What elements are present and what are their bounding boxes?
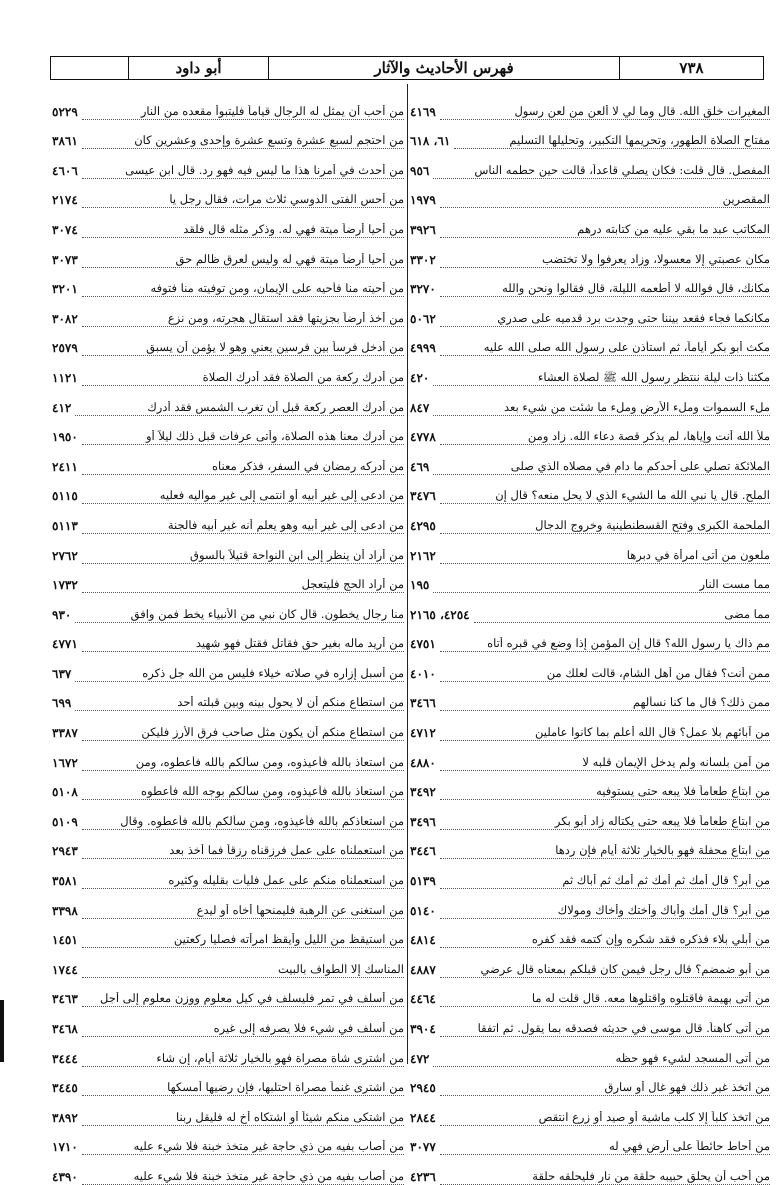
entry-text: المكاتب عبد ما بقي عليه من كتابته درهم — [440, 223, 770, 238]
entry-hadith-number: ١٩٥ — [410, 578, 430, 593]
entry-hadith-number: ٩٣٠ — [52, 607, 72, 622]
entry-text: من اتخذ كلباً إلا كلب ماشية أو صيد أو زرع انتقص — [440, 1111, 770, 1126]
entry-hadith-number: ٣٤٦٨ — [52, 1022, 78, 1036]
index-entry — [410, 682, 770, 712]
index-entry — [52, 1155, 404, 1185]
index-entry — [410, 1037, 770, 1067]
entry-text: الملائكة تصلي على أحدكم ما دام في مصلاه الذي صلى — [433, 460, 770, 475]
entry-hadith-number: ١٧٤٤ — [52, 962, 78, 977]
entry-hadith-number: ٣٤٩٢ — [410, 785, 436, 800]
index-entry — [52, 297, 404, 327]
entry-hadith-number: ٣٤٧٦ — [410, 489, 436, 504]
index-entry — [52, 711, 404, 741]
entry-text: من أسبل إزاره في صلاته خيلاء فليس من الله جل ذكره — [75, 667, 404, 682]
index-entry — [410, 859, 770, 889]
index-entry — [410, 830, 770, 860]
index-entry — [52, 830, 404, 860]
entry-text: من استطاع منكم أن يكون مثل صاحب فرق الأرز فليكن — [82, 726, 404, 741]
index-entry — [410, 327, 770, 357]
page-title: فهرس الأحاديث والآثار — [268, 57, 620, 79]
entry-text: من استطاع منكم أن لا يحول بينه وبين قبلته أحد — [75, 696, 404, 711]
index-entry — [410, 208, 770, 238]
index-entry — [52, 800, 404, 830]
entry-hadith-number: ٤٢٠ — [410, 370, 430, 385]
index-entry — [52, 445, 404, 475]
entry-text: من احتجم لسبع عشرة وتسع عشرة وإحدى وعشرين كان — [82, 134, 404, 149]
entry-hadith-number: ٣٠٧٣ — [52, 252, 78, 267]
entry-text: من أريد ماله بغير حق فقاتل فقتل فهو شهيد — [82, 637, 404, 652]
index-entry — [410, 1126, 770, 1156]
index-entry — [410, 948, 770, 978]
entry-hadith-number: ٣٨٦١ — [52, 134, 78, 149]
entry-text: مكانك، قال فوالله لا أطعمه الليلة، قال فقالوا ونحن والله — [440, 282, 770, 297]
entry-hadith-number: ٣٠٨٢ — [52, 311, 78, 326]
index-entry — [52, 919, 404, 949]
entry-hadith-number: ٤٣٩٠ — [52, 1169, 78, 1184]
entry-text: من آبائهم بلا عمل؟ قال الله أعلم بما كانوا عاملين — [440, 726, 770, 741]
entry-text: مكانكما فجاء فقعد بيننا حتى وجدت برد قدميه على صدري — [440, 312, 770, 327]
index-entry — [410, 356, 770, 386]
entry-hadith-number: ٣٠٧٧ — [410, 1140, 436, 1155]
entry-text: من أحيا أرضاً ميتة فهي له وليس لعرق ظالم حق — [82, 253, 404, 268]
entry-text: من أتى المسجد لشيء فهو حظه — [433, 1052, 770, 1067]
entry-hadith-number: ٦٣٧ — [52, 666, 72, 681]
entry-hadith-number: ٤١٢ — [52, 400, 72, 415]
index-entry — [410, 1096, 770, 1126]
entry-hadith-number: ٣٩٢٦ — [410, 222, 436, 237]
entry-hadith-number: ٣٥٨١ — [52, 874, 78, 889]
entry-text: من آمن بلسانه ولم يدخل الإيمان قلبه لا — [440, 756, 770, 771]
index-entry — [410, 238, 770, 268]
entry-text: من اشترى شاة مصراة فهو بالخيار ثلاثة أيام، إن شاء — [82, 1052, 404, 1067]
entry-hadith-number: ٢٨٤٤ — [410, 1110, 436, 1125]
index-entry — [410, 297, 770, 327]
entry-text: من أبو ضمضم؟ قال رجل فيمن كان قبلكم بمعناه قال عرضي — [440, 963, 770, 978]
index-entry — [52, 120, 404, 150]
entry-text: ملأ الله أنت وإياها، لم يذكر قصة دعاء الله. زاد ومن — [440, 430, 770, 445]
index-entry — [410, 90, 770, 120]
index-entry — [52, 1037, 404, 1067]
entry-hadith-number: ٤٢٥٤، ٢١٦٥ — [410, 607, 470, 622]
index-entry — [410, 120, 770, 150]
entry-hadith-number: ١٩٥٠ — [52, 430, 78, 445]
entry-hadith-number: ٤٦٩ — [410, 459, 430, 474]
index-entry — [52, 859, 404, 889]
entry-text: من أراد أن ينظر إلى ابن النواحة قتيلاً بالسوق — [82, 549, 404, 564]
entry-text: مكثنا ذات ليلة ننتظر رسول الله ﷺ لصلاة العشاء — [433, 371, 770, 386]
entry-text: من ابتاع طعاماً فلا يبعه حتى يستوفيه — [440, 785, 770, 800]
entry-text: مكان عصبتي إلا معسولا، وزاد يعرفوا ولا تختضب — [440, 253, 770, 268]
index-entry — [52, 564, 404, 594]
entry-text: ملعون من أتى امرأة في دبرها — [440, 549, 770, 564]
entry-hadith-number: ٥١٣٩ — [410, 874, 436, 889]
entry-hadith-number: ٣٩٠٤ — [410, 1022, 436, 1036]
entry-hadith-number: ٥١٤٠ — [410, 903, 436, 918]
index-entry — [410, 149, 770, 179]
entry-hadith-number: ٣٤٦٦ — [410, 696, 436, 711]
index-entry — [410, 800, 770, 830]
index-entry — [52, 179, 404, 209]
entry-hadith-number: ٣٤٤٤ — [52, 1051, 78, 1066]
entry-hadith-number: ٤٧٧١ — [52, 637, 78, 652]
index-entry — [52, 504, 404, 534]
page-number: ٧٣٨ — [679, 59, 704, 77]
entry-hadith-number: ٥٠٦٢ — [410, 311, 436, 326]
entry-text: مما مضى — [474, 608, 770, 623]
entry-text: من أحيا أرضاً ميتة فهي له. وذكر مثله قال فلقد — [82, 223, 404, 238]
entry-hadith-number: ٤١٦٩ — [410, 104, 436, 119]
entry-text: مما مست النار — [433, 578, 770, 593]
entry-text: ملء السموات وملء الأرض وملء ما شئت من شيء بعد — [433, 401, 770, 416]
entry-hadith-number: ٥٢٢٩ — [52, 104, 78, 119]
index-entry — [52, 1096, 404, 1126]
entry-text: من استغنى عن الرهبة فليمنحها أخاه أو ليدع — [82, 904, 404, 919]
index-entry — [52, 475, 404, 505]
entry-text: من ادعى إلى غير أبيه وهو يعلم أنه غير أبيه فالجنة — [82, 519, 404, 534]
entry-text: من أحيته منا فأحيه على الإيمان، ومن توفيته منا فتوفه — [82, 282, 404, 297]
entry-hadith-number: ٢١٧٤ — [52, 193, 78, 208]
index-entry — [52, 652, 404, 682]
entry-hadith-number: ١٧٣٢ — [52, 578, 78, 593]
entry-text: من أصاب بفيه من ذي حاجة غير متخذ خبنة فلا شيء عليه — [82, 1170, 404, 1185]
index-entry — [52, 682, 404, 712]
entry-text: ممن ذلك؟ قال ما كنا نسألهم — [440, 696, 770, 711]
entry-hadith-number: ١٤٥١ — [52, 933, 78, 948]
index-entry — [410, 919, 770, 949]
entry-text: من استعملناه على عمل فرزقناه رزقاً فما أخذ بعد — [82, 844, 404, 859]
entry-text: المغيرات خلق الله. قال وما لي لا ألعن من لعن رسول — [440, 105, 770, 120]
entry-text: من أبر؟ قال أمك وأباك وأختك وأخاك ومولاك — [440, 904, 770, 919]
entry-hadith-number: ٤٠١٠ — [410, 666, 436, 681]
entry-text: من اشتكى منكم شيئاً أو اشتكاه أخ له فليقل ربنا — [82, 1111, 404, 1126]
index-entry — [52, 327, 404, 357]
index-entry — [52, 1126, 404, 1156]
index-entry — [410, 416, 770, 446]
entry-hadith-number: ٩٥٦ — [410, 163, 430, 178]
index-entry — [52, 593, 404, 623]
index-entry — [410, 978, 770, 1008]
entry-hadith-number: ١٦٧٢ — [52, 755, 78, 770]
entry-text: مفتاح الصلاة الطهور، وتحريمها التكبير، وتحليلها التسليم — [454, 134, 770, 149]
entry-text: مم ذاك يا رسول الله؟ قال إن المؤمن إذا وضع في قبره أتاه — [440, 637, 770, 652]
index-entry — [410, 771, 770, 801]
index-entry — [410, 564, 770, 594]
entry-text: المفصل. قال قلت: فكان يصلي قاعداً، قالت حين حطمه الناس — [433, 164, 770, 179]
right-column — [410, 90, 770, 1185]
entry-text: من اشترى غنماً مصراة احتلبها، فإن رضيها أمسكها — [82, 1081, 404, 1096]
index-entry — [410, 268, 770, 298]
index-entry — [410, 711, 770, 741]
entry-text: المناسك إلا الطواف بالبيت — [82, 963, 404, 978]
entry-text: من استعملناه منكم على عمل فليأت بقليله وكثيره — [82, 874, 404, 889]
entry-hadith-number: ٥١٠٨ — [52, 785, 78, 800]
index-entry — [52, 386, 404, 416]
index-entry — [410, 386, 770, 416]
column-divider — [407, 84, 408, 1064]
index-entry — [410, 179, 770, 209]
entry-hadith-number: ٥١١٣ — [52, 518, 78, 533]
entry-hadith-number: ٣٢٧٠ — [410, 282, 436, 297]
entry-hadith-number: ١٩٧٩ — [410, 193, 436, 208]
index-entry — [52, 1007, 404, 1037]
entry-text: من أدخل فرساً بين فرسين يعني وهو لا يؤمن أن يسبق — [82, 341, 404, 356]
entry-text: من أدرك ركعة من الصلاة فقد أدرك الصلاة — [82, 371, 404, 386]
entry-hadith-number: ٢٩٤٣ — [52, 844, 78, 859]
entry-hadith-number: ٣٢٠١ — [52, 282, 78, 297]
entry-text: من استعاذ بالله فأعيذوه، ومن سألكم بوجه الله فأعطوه — [82, 785, 404, 800]
header-blank-cell — [49, 57, 128, 79]
index-entry — [52, 356, 404, 386]
index-entry — [52, 889, 404, 919]
index-entry — [410, 889, 770, 919]
entry-text: من أتى كاهناً. قال موسى في حديثه فصدقه بما يقول. ثم اتفقا — [440, 1022, 770, 1037]
page-header — [50, 56, 764, 80]
left-column — [52, 90, 404, 1185]
entry-text: الملحمة الكبرى وفتح القسطنطينية وخروج الدجال — [440, 519, 770, 534]
entry-text: من ابتاع طعاماً فلا يبعه حتى يكتاله زاد أبو بكر — [440, 815, 770, 830]
entry-text: من أحاط حائطاً على أرض فهي له — [440, 1140, 770, 1155]
entry-hadith-number: ٤٦٠٦ — [52, 163, 78, 178]
index-entry — [52, 149, 404, 179]
entry-hadith-number: ٤٧٧٨ — [410, 430, 436, 445]
entry-hadith-number: ٢١٦٢ — [410, 548, 436, 563]
entry-hadith-number: ٣٣٠٢ — [410, 252, 436, 267]
index-entry — [52, 416, 404, 446]
entry-hadith-number: ٣٣٨٧ — [52, 726, 78, 741]
index-entry — [410, 504, 770, 534]
index-entry — [52, 208, 404, 238]
entry-text: من أبر؟ قال أمك ثم أمك ثم أمك ثم أباك ثم — [440, 874, 770, 889]
entry-hadith-number: ٣٨٩٢ — [52, 1110, 78, 1125]
index-entry — [52, 90, 404, 120]
entry-hadith-number: ٣٤٤٥ — [52, 1081, 78, 1096]
entry-hadith-number: ٤٤٦٤ — [410, 992, 436, 1007]
entry-hadith-number: ٤٢٩٥ — [410, 518, 436, 533]
entry-hadith-number: ٣٤٦٣ — [52, 992, 78, 1007]
entry-hadith-number: ٦٩٩ — [52, 696, 72, 711]
entry-text: من أسلف في شيء فلا يصرفه إلى غيره — [82, 1022, 404, 1037]
index-entry — [52, 1067, 404, 1097]
index-entry — [52, 238, 404, 268]
entry-hadith-number: ٣٣٩٨ — [52, 903, 78, 918]
entry-text: ممن أنت؟ فقال من أهل الشام، قالت لعلك من — [440, 667, 770, 682]
entry-hadith-number: ٤٧٢ — [410, 1051, 430, 1066]
index-entry — [52, 978, 404, 1008]
entry-hadith-number: ٣٠٧٤ — [52, 222, 78, 237]
entry-text: من استعاذ بالله فأعيذوه، ومن سألكم بالله فأعطوه، ومن — [82, 756, 404, 771]
entry-hadith-number: ٤٨٨٧ — [410, 962, 436, 977]
entry-hadith-number: ٤٧٥١ — [410, 637, 436, 652]
entry-text: من أصاب بفيه من ذي حاجة غير متخذ خبنة فلا شيء عليه — [82, 1140, 404, 1155]
index-entry — [52, 741, 404, 771]
entry-text: من أخذ أرضاً بجزيتها فقد استقال هجرته، ومن نزع — [82, 312, 404, 327]
entry-hadith-number: ٣٤٤٦ — [410, 844, 436, 859]
index-entry — [410, 534, 770, 564]
entry-text: من أحس الفتى الدوسي ثلاث مرات، فقال رجل يا — [82, 193, 404, 208]
entry-hadith-number: ٥١١٥ — [52, 489, 78, 504]
entry-text: من أدرك العصر ركعة قبل أن تغرب الشمس فقد أدرك — [75, 401, 404, 416]
index-entry — [410, 1155, 770, 1185]
entry-hadith-number: ٤٩٩٩ — [410, 341, 436, 356]
entry-text: مكث أبو بكر أياماً، ثم استأذن على رسول الله صلى الله عليه — [440, 341, 770, 356]
entry-text: من أبلي بلاء فذكره فقد شكره وإن كتمه فقد كفره — [440, 933, 770, 948]
entry-hadith-number: ٨٤٧ — [410, 400, 430, 415]
book-name: أبو داود — [128, 57, 268, 79]
entry-hadith-number: ٢٩٤٥ — [410, 1081, 436, 1096]
entry-text: من أحب أن يمثل له الرجال قياماً فليتبوأ مقعده من النار — [82, 105, 404, 120]
entry-text: من أدركه رمضان في السفر، فذكر معناه — [82, 460, 404, 475]
entry-hadith-number: ١٧١٠ — [52, 1140, 78, 1155]
index-entry — [410, 623, 770, 653]
entry-hadith-number: ٣٤٩٦ — [410, 814, 436, 829]
entry-text: من استعاذكم بالله فأعيذوه، ومن سألكم بالله فأعطوه. وقال — [82, 815, 404, 830]
entry-text: من أحب أن يحلق حبيبه حلقة من نار فليحلقه حلقة — [440, 1170, 770, 1185]
entry-hadith-number: ٤٧١٢ — [410, 726, 436, 741]
index-entry — [410, 1007, 770, 1037]
index-entry — [52, 771, 404, 801]
entry-hadith-number: ٤٢٣٦ — [410, 1169, 436, 1184]
entry-hadith-number: ٢٥٧٩ — [52, 341, 78, 356]
entry-text: من أدرك معنا هذه الصلاة، وأتى عرفات قبل ذلك ليلاً أو — [82, 430, 404, 445]
index-entry — [410, 475, 770, 505]
entry-text: من ادعى إلى غير أبيه أو انتمى إلى غير مواليه فعليه — [82, 489, 404, 504]
entry-text: الملح. قال يا نبي الله ما الشيء الذي لا يحل منعه؟ قال إن — [440, 489, 770, 504]
entry-hadith-number: ٤٨١٤ — [410, 933, 436, 948]
index-entry — [410, 652, 770, 682]
index-entry — [52, 948, 404, 978]
entry-hadith-number: ٢٤١١ — [52, 459, 78, 474]
index-entry — [410, 741, 770, 771]
index-entry — [410, 593, 770, 623]
index-entry — [410, 445, 770, 475]
index-entry — [52, 623, 404, 653]
entry-text: المقصرين — [440, 193, 770, 208]
entry-hadith-number: ٦١، ٦١٨ — [410, 134, 451, 149]
entry-hadith-number: ٢٧٦٢ — [52, 548, 78, 563]
entry-text: منا رجال يخطون. قال كان نبي من الأنبياء يخط فمن وافق — [75, 608, 404, 623]
margin-mark — [0, 1000, 4, 1062]
entry-hadith-number: ٥١٠٩ — [52, 814, 78, 829]
entry-text: من أتى بهيمة فاقتلوه واقتلوها معه. قال قلت له ما — [440, 992, 770, 1007]
entry-text: من أحدث في أمرنا هذا ما ليس فيه فهو رد. قال ابن عيسى — [82, 164, 404, 179]
index-entry — [410, 1067, 770, 1097]
index-entry — [52, 534, 404, 564]
index-entry — [52, 268, 404, 298]
entry-text: من أراد الحج فليتعجل — [82, 578, 404, 593]
entry-hadith-number: ٤٨٨٠ — [410, 755, 436, 770]
entry-text: من ابتاع محفلة فهو بالخيار ثلاثة أيام فإن ردها — [440, 844, 770, 859]
entry-text: من أسلف في تمر فليسلف في كيل معلوم ووزن معلوم إلى أجل — [82, 992, 404, 1007]
entry-text: من اتخذ غير ذلك فهو غال أو سارق — [440, 1081, 770, 1096]
entry-text: من استيقظ من الليل وأيقظ امرأته فصليا ركعتين — [82, 933, 404, 948]
entry-hadith-number: ١١٢١ — [52, 370, 78, 385]
